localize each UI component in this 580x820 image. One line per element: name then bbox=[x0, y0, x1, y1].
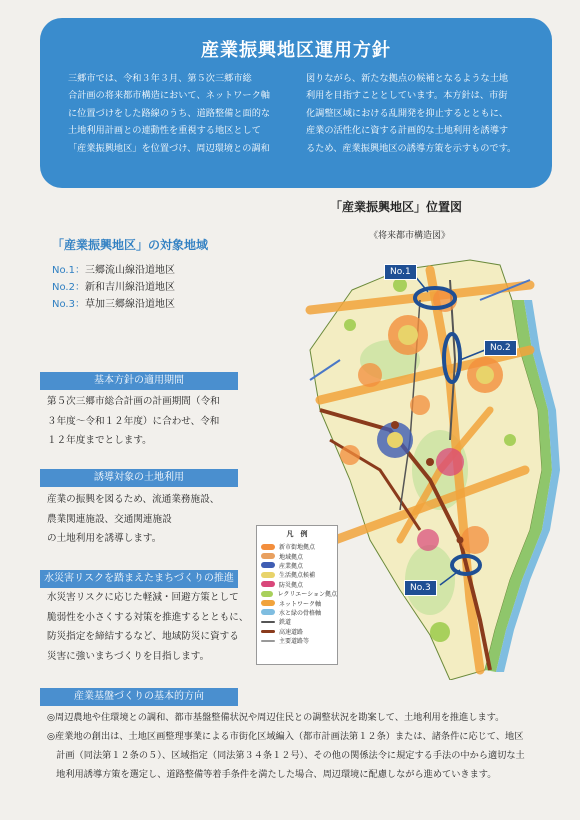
section-heading-period: 基本方針の適用期間 bbox=[40, 372, 238, 390]
body-line: 脆弱性を小さくする対策を推進するとともに、 bbox=[47, 611, 249, 623]
intro-text-left bbox=[68, 70, 278, 157]
body-line: 防災指定を締結するなど、地域防災に資する bbox=[47, 631, 239, 642]
target-area-number: No.1： bbox=[52, 265, 85, 276]
target-area-item bbox=[52, 296, 262, 313]
section-heading-policy: 産業基盤づくりの基本的方向 bbox=[40, 688, 238, 706]
target-area-heading: 「産業振興地区」の対象地域 bbox=[52, 238, 209, 252]
body-line: １２年度までとします。 bbox=[47, 435, 152, 446]
target-area-number: No.3： bbox=[52, 299, 85, 310]
body-line: 水災害リスクに応じた軽減・回避方策として bbox=[47, 592, 239, 603]
intro-line: るため、産業振興地区の誘導方策を示すものです。 bbox=[306, 142, 517, 154]
intro-line: 土地利用計画との連動性を重視する地区として bbox=[68, 125, 261, 137]
page-title: 産業振興地区運用方針 bbox=[201, 40, 391, 61]
map-label-no2: No.2 bbox=[484, 340, 517, 356]
intro-line: に位置づけをした路線のうち、道路整備と面的な bbox=[68, 107, 271, 119]
map-legend bbox=[256, 525, 338, 665]
body-line: の土地利用を誘導します。 bbox=[47, 533, 162, 544]
legend-item bbox=[257, 627, 337, 636]
intro-line: 図りながら、新たな拠点の候補となるような土地 bbox=[306, 73, 509, 84]
legend-item bbox=[257, 589, 337, 598]
legend-label: 水と緑の骨格軸 bbox=[279, 609, 322, 617]
intro-line: 合計画の将来都市構造において、ネットワーク軸 bbox=[68, 90, 270, 102]
intro-text-right bbox=[306, 70, 538, 157]
map-label-no1: No.1 bbox=[384, 264, 417, 280]
legend-swatch-icon bbox=[261, 562, 275, 568]
body-line: 産業の振興を図るため、流通業務施設、 bbox=[47, 494, 220, 505]
body-line: ◎周辺農地や住環境との調和、都市基盤整備状況や周辺住民との調整状況を勘案して、土地利用を推進します。 bbox=[47, 712, 505, 723]
target-area-name: 三郷流山線沿道地区 bbox=[84, 265, 175, 276]
intro-line: 産業の活性化に資する計画的な土地利用を誘導す bbox=[306, 125, 509, 137]
legend-item bbox=[257, 598, 337, 607]
legend-label: 主要道路等 bbox=[279, 638, 310, 646]
intro-line: 三郷市では、令和３年３月、第５次三郷市総 bbox=[68, 73, 252, 84]
legend-title: 凡 例 bbox=[286, 530, 308, 538]
legend-item bbox=[257, 551, 337, 560]
intro-line: 利用を目指すこととしています。本方針は、市街 bbox=[306, 90, 508, 102]
section-heading-disaster: 水災害リスクを踏まえたまちづくりの推進 bbox=[40, 570, 238, 588]
legend-label: 高速道路 bbox=[279, 628, 304, 636]
legend-item bbox=[257, 617, 337, 626]
legend-label: 防災拠点 bbox=[279, 581, 304, 589]
legend-swatch-icon bbox=[261, 581, 275, 587]
legend-swatch-icon bbox=[261, 553, 275, 559]
legend-item bbox=[257, 580, 337, 589]
legend-label: 産業拠点 bbox=[279, 562, 304, 570]
body-line: 地利用誘導方策を選定し、道路整備等着手条件を満たした場合、周辺環境に配慮しながら進めていきます。 bbox=[47, 769, 497, 780]
target-area-box bbox=[52, 236, 262, 313]
map-label-no3: No.3 bbox=[404, 580, 437, 596]
section-body-disaster bbox=[47, 588, 267, 666]
target-area-name: 新和吉川線沿道地区 bbox=[84, 282, 175, 293]
intro-panel bbox=[40, 18, 552, 188]
target-area-item bbox=[52, 279, 262, 296]
body-line: 災害に強いまちづくりを目指します。 bbox=[47, 650, 210, 662]
legend-label: 地域拠点 bbox=[279, 553, 304, 561]
section-body-landuse bbox=[47, 490, 267, 549]
section-body-period bbox=[47, 392, 267, 451]
legend-label: ネットワーク軸 bbox=[279, 600, 322, 608]
target-area-number: No.2： bbox=[52, 282, 85, 293]
target-area-item bbox=[52, 262, 262, 279]
intro-line: 化調整区域における乱開発を抑止するとともに、 bbox=[306, 107, 509, 119]
legend-label: 新市街地拠点 bbox=[279, 544, 316, 552]
body-line: 農業関連施設、交通関連施設 bbox=[47, 513, 172, 525]
legend-item bbox=[257, 608, 337, 617]
legend-item bbox=[257, 570, 337, 579]
body-line: 計画（同法第１２条の５）、区域指定（同法第３４条１２号）、その他の関係法令に規定する手法の中から適切な土 bbox=[47, 750, 525, 761]
section-body-policy bbox=[47, 708, 547, 784]
legend-label: 生活拠点候補 bbox=[279, 572, 316, 580]
legend-item bbox=[257, 636, 337, 645]
map-title: 「産業振興地区」位置図 bbox=[330, 200, 463, 214]
legend-swatch-icon bbox=[261, 572, 275, 578]
body-line: ３年度～令和１２年度）に合わせ、令和 bbox=[47, 415, 220, 427]
body-line: ◎産業地の創出は、土地区画整理事業による市街化区域編入（都市計画法第１２条）または、諸条件に応じて、地区 bbox=[47, 731, 524, 742]
intro-line: 「産業振興地区」を位置づけ、周辺環境との調和 bbox=[68, 142, 270, 154]
target-area-name: 草加三郷線沿道地区 bbox=[84, 299, 175, 310]
map-subtitle: 《将来都市構造図》 bbox=[369, 231, 451, 241]
section-heading-landuse: 誘導対象の土地利用 bbox=[40, 469, 238, 487]
legend-item bbox=[257, 561, 337, 570]
legend-item bbox=[257, 542, 337, 551]
legend-label: 鉄道 bbox=[279, 619, 292, 627]
body-line: 第５次三郷市総合計画の計画期間（令和 bbox=[47, 396, 220, 407]
legend-label: レクリエーション拠点 bbox=[277, 591, 337, 599]
